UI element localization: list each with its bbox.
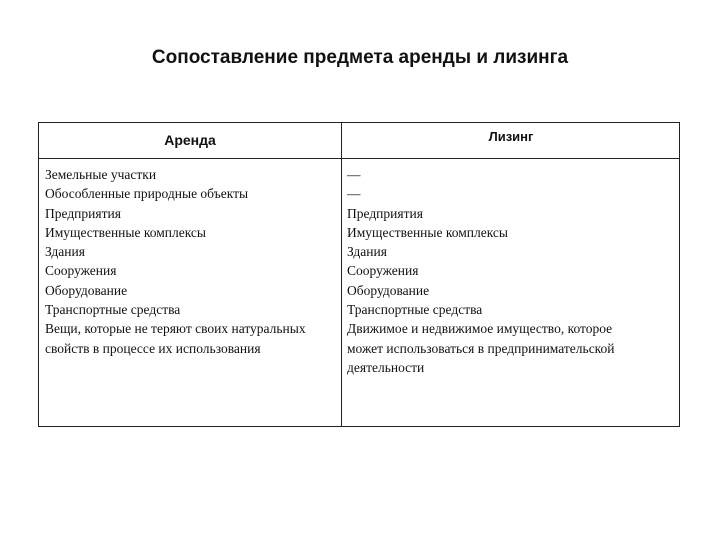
lizing-item: может использоваться в предпринимательской [347,340,615,356]
arenda-item: свойств в процессе их использования [45,340,261,356]
arenda-item: Транспортные средства [45,302,181,318]
lizing-item: Предприятия [347,205,423,221]
slide-title: Сопоставление предмета аренды и лизинга [151,47,569,68]
lizing-item: Здания [347,244,387,260]
arenda-item: Здания [45,244,85,260]
arenda-column [45,165,341,358]
lizing-item: Транспортные средства [347,302,483,318]
arenda-item: Оборудование [45,282,128,298]
arenda-item: Земельные участки [45,167,157,182]
lizing-item: — [347,167,361,182]
lizing-item: — [347,186,361,202]
header-arenda: Аренда [164,132,216,148]
arenda-item: Обособленные природные объекты [45,186,249,202]
lizing-item: деятельности [347,359,425,375]
lizing-column [347,165,677,377]
arenda-item: Имущественные комплексы [45,224,206,240]
comparison-table [38,122,680,427]
column-divider [341,123,342,426]
arenda-item: Сооружения [45,263,117,279]
arenda-item: Вещи, которые не теряют своих натуральных [45,321,306,337]
lizing-item: Движимое и недвижимое имущество, которое [347,321,613,337]
arenda-item: Предприятия [45,205,121,221]
header-lizing: Лизинг [488,129,534,144]
lizing-item: Имущественные комплексы [347,224,508,240]
lizing-item: Оборудование [347,282,430,298]
lizing-item: Сооружения [347,263,419,279]
